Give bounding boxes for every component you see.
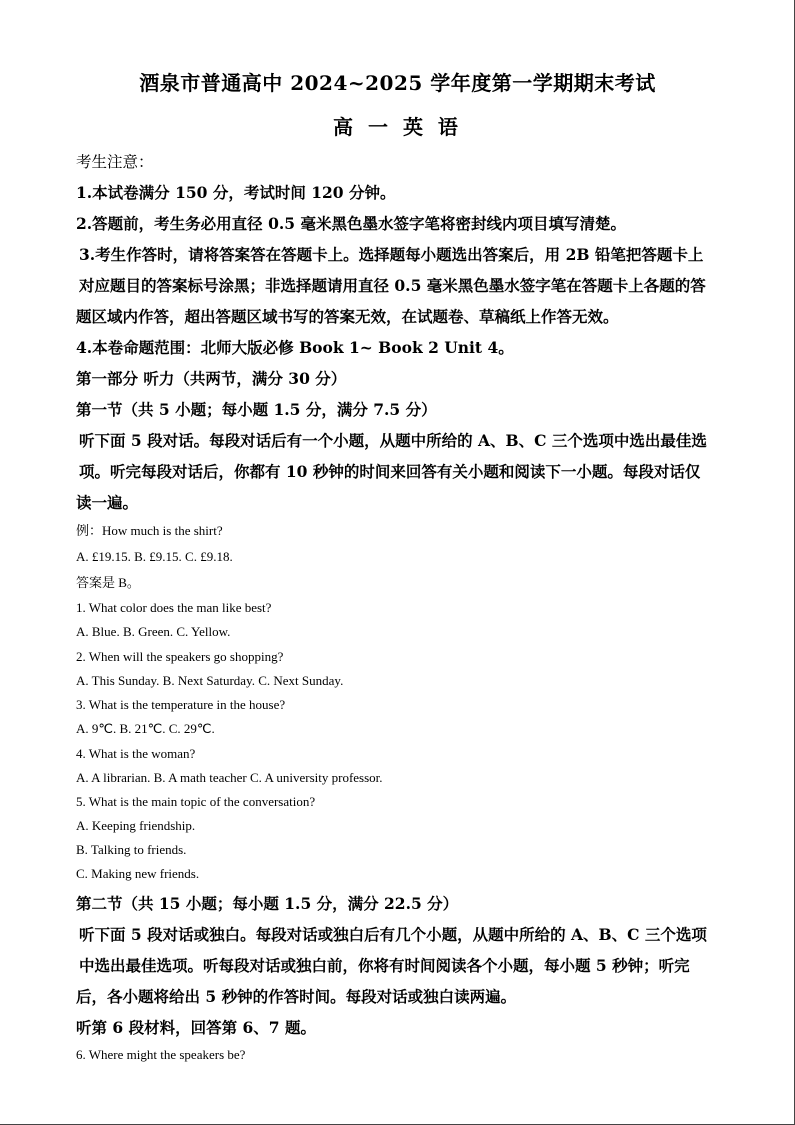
notice-item-2: 2.答题前，考生务必用直径 0.5 毫米黑色墨水签字笔将密封线内项目填写清楚。 <box>76 214 626 233</box>
question-5-option-b: B. Talking to friends. <box>76 842 187 857</box>
example-options: A. £19.15. B. £9.15. C. £9.18. <box>76 549 233 564</box>
section1-heading: 第一节（共 5 小题；每小题 1.5 分，满分 7.5 分） <box>76 400 437 419</box>
question-5-option-a: A. Keeping friendship. <box>76 818 196 833</box>
question-2-options: A. This Sunday. B. Next Saturday. C. Next Sunday. <box>76 673 344 688</box>
section1-instruction-line-3: 读一遍。 <box>76 493 139 512</box>
notice-heading: 考生注意： <box>76 153 154 171</box>
question-3: 3. What is the temperature in the house? <box>76 697 286 712</box>
section2-instruction-line-2: 中选出最佳选项。听每段对话或独白前，你将有时间阅读各个小题，每小题 5 秒钟；听完 <box>79 956 690 975</box>
material-6-heading: 听第 6 段材料，回答第 6、7 题。 <box>76 1018 316 1037</box>
question-6: 6. Where might the speakers be? <box>76 1047 246 1062</box>
section1-instruction-line-2: 项。听完每段对话后，你都有 10 秒钟的时间来回答有关小题和阅读下一小题。每段对话仅 <box>79 462 701 481</box>
exam-title: 酒泉市普通高中 2024~2025 学年度第一学期期末考试 <box>139 71 656 95</box>
section1-instruction-line-1: 听下面 5 段对话。每段对话后有一个小题，从题中所给的 A、B、C 三个选项中选出最佳选 <box>79 431 707 450</box>
example-question: 例：How much is the shirt? <box>76 523 223 538</box>
exam-subject: 高 一 英 语 <box>333 115 462 139</box>
notice-item-3-line-1: 3.考生作答时，请将答案答在答题卡上。选择题每小题选出答案后，用 2B 铅笔把答题卡上 <box>79 245 704 264</box>
section2-heading: 第二节（共 15 小题；每小题 1.5 分，满分 22.5 分） <box>76 894 459 913</box>
notice-item-3-line-2: 对应题目的答案标号涂黑；非选择题请用直径 0.5 毫米黑色墨水签字笔在答题卡上各题的答 <box>79 276 706 295</box>
section2-instruction-line-3: 后，各小题将给出 5 秒钟的作答时间。每段对话或独白读两遍。 <box>76 987 517 1006</box>
question-1-options: A. Blue. B. Green. C. Yellow. <box>76 624 231 639</box>
notice-item-3-line-3: 题区域内作答，超出答题区域书写的答案无效，在试题卷、草稿纸上作答无效。 <box>76 307 619 326</box>
question-3-options: A. 9℃. B. 21℃. C. 29℃. <box>76 721 215 736</box>
example-answer: 答案是 B。 <box>76 575 140 590</box>
question-5: 5. What is the main topic of the conversation? <box>76 794 316 809</box>
notice-item-1: 1.本试卷满分 150 分，考试时间 120 分钟。 <box>76 183 396 202</box>
question-4-options: A. A librarian. B. A math teacher C. A university professor. <box>76 770 383 785</box>
question-5-option-c: C. Making new friends. <box>76 866 200 881</box>
question-2: 2. When will the speakers go shopping? <box>76 649 284 664</box>
question-4: 4. What is the woman? <box>76 746 196 761</box>
question-1: 1. What color does the man like best? <box>76 600 272 615</box>
part1-heading: 第一部分 听力（共两节，满分 30 分） <box>76 369 347 388</box>
section2-instruction-line-1: 听下面 5 段对话或独白。每段对话或独白后有几个小题，从题中所给的 A、B、C 三个选项 <box>79 925 707 944</box>
notice-item-4: 4.本卷命题范围：北师大版必修 Book 1~ Book 2 Unit 4。 <box>76 338 514 357</box>
